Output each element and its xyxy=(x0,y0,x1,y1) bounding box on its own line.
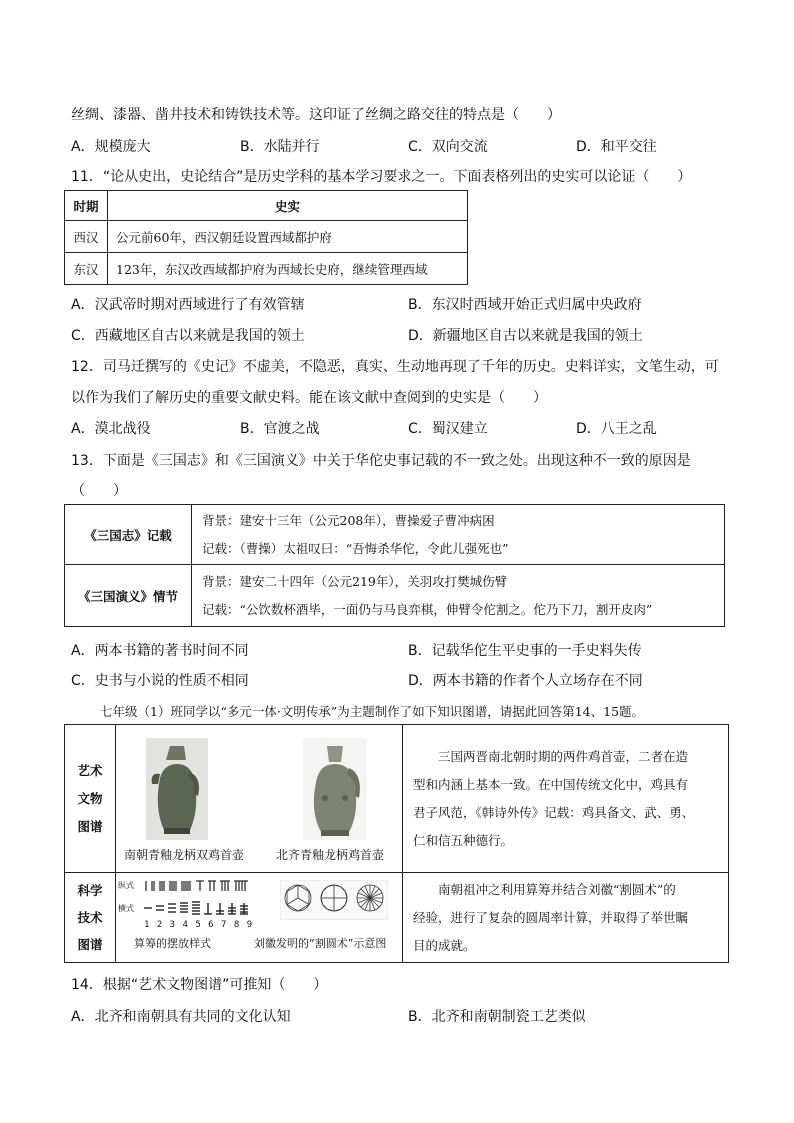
q11-option-c: C．西藏地区自古以来就是我国的领土 xyxy=(71,328,305,344)
q11-row1-period: 西汉 xyxy=(65,221,108,253)
sci-caption-1: 算筹的摆放样式 xyxy=(134,937,211,950)
abacus-digits: 1 2 3 4 5 6 7 8 9 xyxy=(144,920,254,930)
q10-option-d: D．和平交往 xyxy=(576,139,657,155)
q13-stem-line2: （ ） xyxy=(71,483,127,499)
q13-option-a: A．两本书籍的著书时间不同 xyxy=(71,643,249,659)
sci-desc-line1: 南朝祖冲之利用算筹并结合刘徽“割圆术”的 xyxy=(438,881,676,897)
art-desc-line3: 君子风范，《韩诗外传》记载：鸡具备文、武、勇、 xyxy=(413,804,695,820)
q11-option-d: D．新疆地区自古以来就是我国的领土 xyxy=(408,328,643,344)
q11-row2-fact: 123年，东汉改西域都护府为西域长史府，继续管理西域 xyxy=(108,253,468,285)
q12-option-b: B．官渡之战 xyxy=(240,421,320,437)
art-label-1: 艺术 xyxy=(77,762,103,778)
q14-option-b: B．北齐和南朝制瓷工艺类似 xyxy=(408,1009,586,1025)
sci-caption-2: 刘徽发明的“割圆术”示意图 xyxy=(254,937,387,950)
sci-desc-line3: 目的成就。 xyxy=(413,937,476,953)
counting-rods-horizontal-icon xyxy=(144,901,252,915)
q13-row2-line2: 记载：“公饮数杯酒毕，一面仍与马良弈棋，伸臂令佗割之。佗乃下刀，割开皮肉” xyxy=(202,601,653,617)
q13-option-b: B．记载华佗生平史事的一手史料失传 xyxy=(408,643,642,659)
art-caption-1: 南朝青釉龙柄双鸡首壶 xyxy=(124,848,245,862)
northern-qi-ewer-image xyxy=(303,738,367,840)
q12-stem-line1: 12．司马迁撰写的《史记》不虚美，不隐恶，真实、生动地再现了千年的历史。史料详实，文笔生动，可 xyxy=(71,359,719,375)
q10-option-b: B．水陆并行 xyxy=(240,139,320,155)
counting-rods-vertical-icon xyxy=(144,880,252,892)
sci-label-2: 技术 xyxy=(77,910,103,925)
q13-stem-line1: 13．下面是《三国志》和《三国演义》中关于华佗史事记载的不一致之处。出现这种不一致的原因是 xyxy=(71,453,691,469)
art-caption-2: 北齐青釉龙柄鸡首壶 xyxy=(276,848,385,862)
q12-option-d: D．八王之乱 xyxy=(576,421,657,437)
q14-option-a: A．北齐和南朝具有共同的文化认知 xyxy=(71,1009,291,1025)
q11-header-fact: 史实 xyxy=(108,191,468,221)
art-desc-line4: 仁和信五种德行。 xyxy=(413,832,514,848)
art-desc-line1: 三国两晋南北朝时期的两件鸡首壶，二者在造 xyxy=(438,748,689,764)
q11-table xyxy=(64,190,468,285)
q11-row2-period: 东汉 xyxy=(65,253,108,285)
art-label-3: 图谱 xyxy=(77,818,103,834)
sci-desc-line2: 经验，进行了复杂的圆周率计算，并取得了举世瞩 xyxy=(413,909,689,925)
art-desc-line2: 型和内涵上基本一致。在中国传统文化中，鸡具有 xyxy=(413,776,689,792)
art-label-2: 文物 xyxy=(77,790,103,806)
q13-row1-line2: 记载：（曹操）太祖叹曰：“吾悔杀华佗，令此儿强死也” xyxy=(202,540,509,556)
q11-stem: 11．“论从史出，史论结合”是历史学科的基本学习要求之一。下面表格列出的史实可以论证（ ） xyxy=(71,169,692,185)
q13-row1-label: 《三国志》记载 xyxy=(65,505,192,565)
q13-option-d: D．两本书籍的作者个人立场存在不同 xyxy=(408,673,643,689)
southern-dynasty-ewer-image xyxy=(146,738,208,840)
q10-stem-tail: 丝绸、漆器、凿井技术和铸铁技术等。这印证了丝绸之路交往的特点是（ ） xyxy=(71,107,561,123)
cutting-circle-diagram-icon xyxy=(280,880,388,920)
q11-header-period: 时期 xyxy=(65,191,108,221)
q14-stem: 14．根据“艺术文物图谱”可推知（ ） xyxy=(71,977,328,993)
sci-label-3: 图谱 xyxy=(77,937,103,952)
q13-option-c: C．史书与小说的性质不相同 xyxy=(71,673,249,689)
q13-row1-line1: 背景：建安十三年（公元208年），曹操爱子曹冲病困 xyxy=(202,512,495,528)
art-graph-label xyxy=(65,725,116,873)
sci-graph-label xyxy=(65,873,116,963)
q11-option-b: B．东汉时西域开始正式归属中央政府 xyxy=(408,297,642,313)
q11-row1-fact: 公元前60年，西汉朝廷设置西域都护府 xyxy=(108,221,468,253)
q11-option-a: A．汉武帝时期对西域进行了有效管辖 xyxy=(71,297,305,313)
q10-option-a: A．规模庞大 xyxy=(71,139,151,155)
sci-label-1: 科学 xyxy=(77,883,103,898)
q13-table xyxy=(64,504,725,627)
q13-row2-line1: 背景：建安二十四年（公元219年），关羽攻打樊城伤臂 xyxy=(202,573,508,589)
abacus-label-vertical: 纵式 xyxy=(118,881,134,890)
intro-14-15: 七年级（1）班同学以“多元一体·文明传承”为主题制作了如下知识图谱，请据此回答第14、15题。 xyxy=(100,704,645,719)
abacus-label-horizontal: 横式 xyxy=(118,904,134,913)
q12-option-c: C．蜀汉建立 xyxy=(408,421,488,437)
q12-option-a: A．漠北战役 xyxy=(71,421,151,437)
q12-stem-line2: 以作为我们了解历史的重要文献史料。能在该文献中查阅到的史实是（ ） xyxy=(71,390,547,406)
q10-option-c: C．双向交流 xyxy=(408,139,488,155)
q13-row2-label: 《三国演义》情节 xyxy=(65,565,192,627)
